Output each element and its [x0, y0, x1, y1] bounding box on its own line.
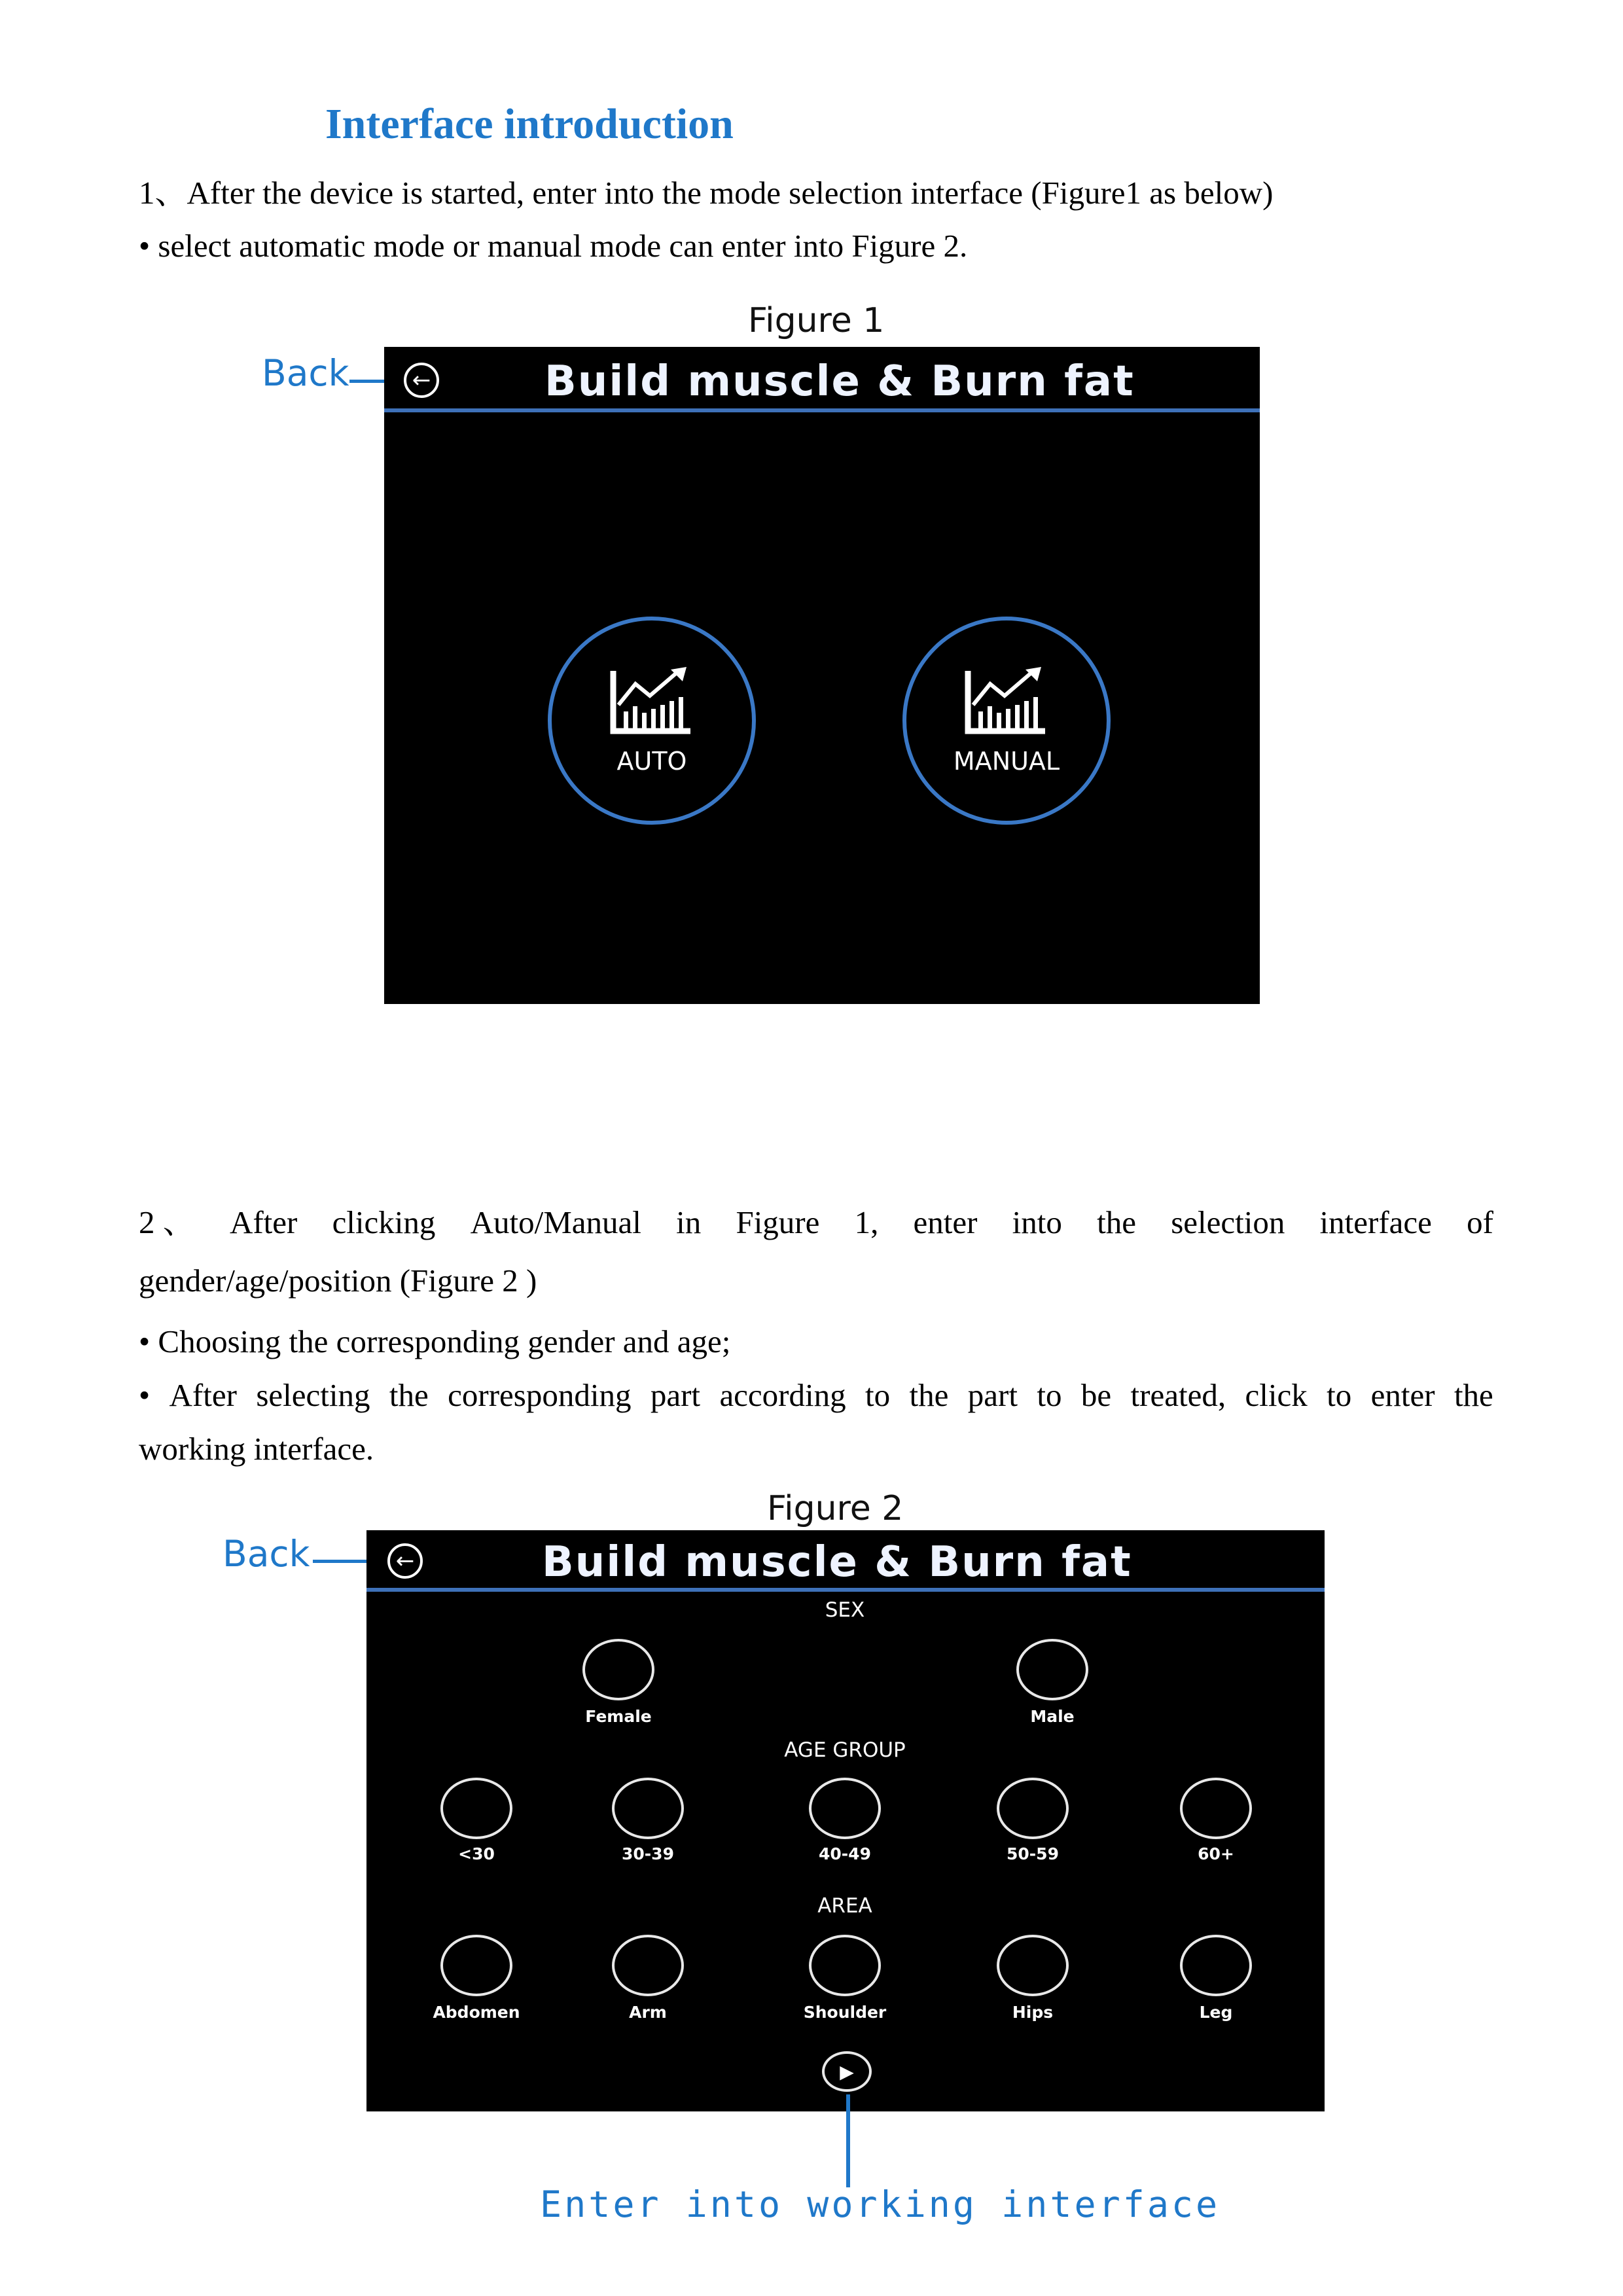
sex-label-male: Male [1030, 1707, 1075, 1726]
enter-working-button[interactable] [822, 2051, 872, 2092]
area-label-leg: Leg [1199, 2003, 1233, 2022]
play-icon: ▶ [840, 2060, 854, 2083]
word: to [1327, 1377, 1352, 1413]
word: the [909, 1377, 949, 1413]
chart-up-icon [964, 666, 1049, 738]
word: click [1245, 1377, 1308, 1413]
area-label-abdomen: Abdomen [433, 2003, 520, 2022]
figure2-caption: Figure 2 [767, 1489, 904, 1528]
word: selection [1171, 1204, 1285, 1240]
section2-line1 [139, 1203, 1493, 1242]
word: to [1037, 1377, 1062, 1413]
page-heading: Interface introduction [325, 100, 734, 148]
section1-line1: 1、After the device is started, enter into the mode selection interface (Figure1 as below) [139, 175, 1274, 211]
age-label-50-59: 50-59 [1007, 1844, 1059, 1863]
auto-mode-button[interactable] [548, 617, 756, 825]
word: treated, [1130, 1377, 1226, 1413]
area-option-arm[interactable] [612, 1935, 684, 1996]
age-label-under-30: <30 [458, 1844, 495, 1863]
word: part [967, 1377, 1018, 1413]
word: to [865, 1377, 891, 1413]
figure2-screen-title: Build muscle & Burn fat [542, 1538, 1132, 1587]
word: Figure [736, 1204, 820, 1240]
age-option-under-30[interactable] [440, 1778, 512, 1839]
word: 1, [854, 1204, 879, 1240]
enter-working-label: Enter into working interface [540, 2183, 1221, 2225]
figure1-back-label: Back [262, 352, 349, 394]
age-option-40-49[interactable] [809, 1778, 881, 1839]
enter-pointer-line [846, 2094, 850, 2187]
sex-option-female[interactable] [582, 1639, 654, 1700]
word: the [389, 1377, 429, 1413]
section2-bullet2 [139, 1376, 1493, 1415]
area-label-hips: Hips [1012, 2003, 1054, 2022]
word: enter [1370, 1377, 1435, 1413]
word: Auto/Manual [470, 1204, 641, 1240]
word: according [719, 1377, 846, 1413]
sex-title: SEX [825, 1598, 865, 1622]
word: clicking [332, 1204, 436, 1240]
age-option-50-59[interactable] [997, 1778, 1069, 1839]
sex-option-male[interactable] [1016, 1639, 1088, 1700]
figure1-screen [384, 347, 1260, 1004]
age-label-30-39: 30-39 [622, 1844, 674, 1863]
section2-bullet1: • Choosing the corresponding gender and age; [139, 1323, 731, 1359]
back-arrow-icon[interactable]: ← [404, 363, 439, 398]
section2-bullet2-line2: working interface. [139, 1431, 374, 1467]
word: the [1097, 1204, 1136, 1240]
figure2-screen [366, 1530, 1325, 2111]
chart-up-icon [609, 666, 694, 738]
word: part [650, 1377, 701, 1413]
age-option-60-plus[interactable] [1180, 1778, 1252, 1839]
area-option-shoulder[interactable] [809, 1935, 881, 1996]
word: corresponding [448, 1377, 632, 1413]
sex-label-female: Female [585, 1707, 652, 1726]
word: 2 、 [139, 1204, 195, 1240]
word: the [1454, 1377, 1493, 1413]
word: of [1467, 1204, 1493, 1240]
age-label-40-49: 40-49 [819, 1844, 871, 1863]
word: interface [1319, 1204, 1432, 1240]
area-title: AREA [817, 1894, 872, 1918]
word: After [229, 1204, 298, 1240]
manual-mode-button[interactable] [902, 617, 1111, 825]
word: • [139, 1377, 151, 1413]
manual-mode-label: MANUAL [953, 747, 1060, 776]
word: be [1080, 1377, 1112, 1413]
word: selecting [256, 1377, 370, 1413]
word: enter [913, 1204, 978, 1240]
section2-line2: gender/age/position (Figure 2 ) [139, 1263, 537, 1299]
area-label-shoulder: Shoulder [803, 2003, 887, 2022]
figure2-back-label: Back [223, 1533, 310, 1575]
area-option-hips[interactable] [997, 1935, 1069, 1996]
word: in [676, 1204, 702, 1240]
word: After [169, 1377, 237, 1413]
area-option-abdomen[interactable] [440, 1935, 512, 1996]
age-group-title: AGE GROUP [784, 1738, 906, 1762]
section1-line2: • select automatic mode or manual mode can enter into Figure 2. [139, 228, 968, 264]
back-arrow-icon[interactable]: ← [387, 1543, 423, 1579]
figure1-caption: Figure 1 [748, 301, 885, 340]
word: into [1012, 1204, 1062, 1240]
area-option-leg[interactable] [1180, 1935, 1252, 1996]
auto-mode-label: AUTO [616, 747, 687, 776]
area-label-arm: Arm [629, 2003, 667, 2022]
age-label-60-plus: 60+ [1198, 1844, 1234, 1863]
figure1-screen-title: Build muscle & Burn fat [544, 357, 1135, 406]
age-option-30-39[interactable] [612, 1778, 684, 1839]
